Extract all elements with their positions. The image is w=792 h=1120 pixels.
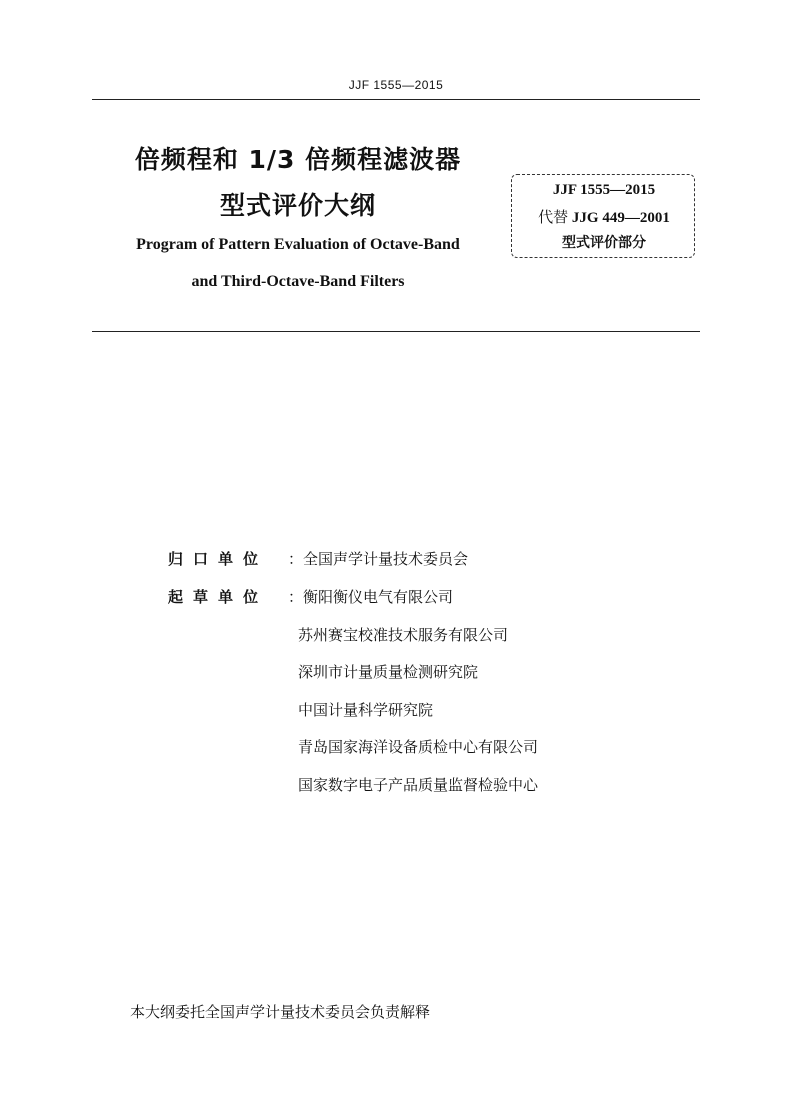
drafter-item: 中国计量科学研究院 xyxy=(298,701,434,719)
title-english-line-1: Program of Pattern Evaluation of Octave-Band xyxy=(136,236,460,253)
title-chinese-line-1: 倍频程和 1/3 倍频程滤波器 xyxy=(134,145,462,174)
stamp-replaces xyxy=(512,206,696,227)
responsible-unit-row xyxy=(168,548,468,569)
stamp-replaces-code: JJG 449—2001 xyxy=(571,210,670,226)
colon: ： xyxy=(288,588,304,606)
drafting-unit-row xyxy=(168,586,453,607)
drafter-item: 衡阳衡仪电气有限公司 xyxy=(303,588,454,606)
stamp-replaces-prefix: 代替 xyxy=(538,210,569,226)
drafter-item: 苏州赛宝校准技术服务有限公司 xyxy=(298,626,509,644)
stamp-replaced-part: 型式评价部分 xyxy=(562,235,646,251)
responsible-unit-label: 归口单位 xyxy=(168,550,269,568)
header-code: JJF 1555—2015 xyxy=(348,78,444,92)
title-english-line-2: and Third-Octave-Band Filters xyxy=(191,273,405,290)
drafter-item: 深圳市计量质量检测研究院 xyxy=(298,663,479,681)
responsible-unit-value: 全国声学计量技术委员会 xyxy=(303,550,469,568)
replacement-stamp-box xyxy=(511,174,695,258)
stamp-code: JJF 1555—2015 xyxy=(552,182,656,198)
top-rule xyxy=(92,99,700,100)
colon: ： xyxy=(288,550,304,568)
interpretation-note: 本大纲委托全国声学计量技术委员会负责解释 xyxy=(130,1003,431,1021)
bottom-rule xyxy=(92,331,700,332)
title-chinese-line-2: 型式评价大纲 xyxy=(219,191,376,220)
drafter-item: 青岛国家海洋设备质检中心有限公司 xyxy=(298,738,539,756)
drafting-unit-label: 起草单位 xyxy=(168,588,269,606)
drafter-item: 国家数字电子产品质量监督检验中心 xyxy=(298,776,539,794)
